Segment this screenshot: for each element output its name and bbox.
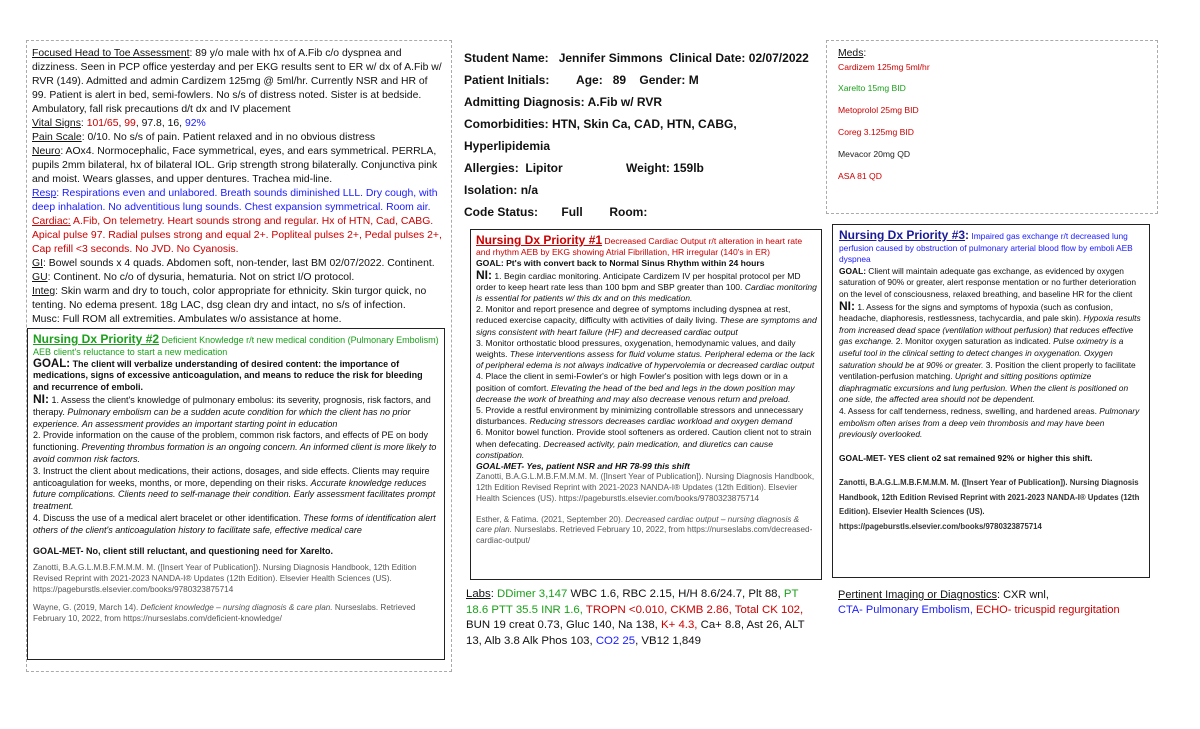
dx1-ni1-rationale: Cardiac monitoring is essential for patients w/ this dx and on this medication.: [476, 281, 817, 304]
dx1-ni2-rationale: These are symptoms and signs consistent with heart failure (HF) and decreased cardiac output: [476, 315, 817, 337]
meds-label: Meds: [838, 48, 864, 59]
dx2-goal-label: GOAL:: [33, 357, 71, 370]
student-label: Student Name:: [464, 51, 549, 65]
lab-ddimer: DDimer 3,147: [497, 588, 568, 600]
comorb-row: [464, 113, 824, 157]
age-value: 89: [612, 73, 627, 87]
imaging-label: Pertinent Imaging or Diagnostics: [838, 589, 997, 601]
med-item: Mevacor 20mg QD: [838, 148, 911, 159]
focused-label: Focused Head to Toe Assessment: [32, 48, 190, 59]
neuro-label: Neuro: [32, 146, 61, 157]
gu-label: GU: [32, 272, 48, 283]
code-label: Code Status:: [464, 205, 539, 219]
gi-label: GI: [32, 258, 43, 269]
dx1-ni2: 2. Monitor and report presence and degree of symptoms including dyspnea at rest, reduced exercise capacity, difficulty with activities of daily living.: [476, 304, 791, 326]
neuro-text: : AOx4. Normocephalic, Face symmetrical, eyes, and ears symmetrical. PERRLA, pupils 2mm bilateral, hx of bilateral IOL. Grip strength strong bilaterally. Conjunctiva pink and moist. Wears glasses, and upper dentures. Trachea mid-line.: [32, 146, 438, 185]
clinical-label: Clinical Date:: [669, 51, 746, 65]
dx2-ni3-rationale: Accurate knowledge reduces future complications. Clients need to self-manage their condition. Early assessment facilitates prompt treatment.: [33, 477, 436, 512]
dx2-ref1: Zanotti, B.A.G.L.M.B.F.M.M.M. M. ([Insert Year of Publication]). Nursing Diagnosis Handbook, 12th Edition Revised Reprint with 2021-2023 NANDA-I® Updates (12th Edition). Elsevier Health Sciences (US). https://pageburstls.elsevier.com/books/9780323875714: [33, 563, 417, 594]
patient-header: [464, 47, 824, 223]
lab-cbc: WBC 1.6, RBC 2.15, H/H 8.6/24.7, Plt 88,: [567, 588, 781, 600]
dx3-ni1-rationale: Hypoxia results from increased dead space (ventilation without perfusion) that reduces effective gas exchange.: [839, 313, 1141, 347]
gender-value: M: [688, 73, 699, 87]
dx2-ref2: [33, 603, 439, 625]
dx3-ni2: 2. Monitor oxygen saturation as indicated.: [893, 336, 1054, 347]
age-label: Age:: [576, 73, 603, 87]
med-item: Coreg 3.125mg BID: [838, 126, 914, 137]
dx2-ni2: 2. Provide information on the cause of the problem, common risk factors, and effects of PE on body functioning.: [33, 430, 429, 453]
dx3-goal-label: GOAL:: [839, 265, 866, 276]
initials-label: Patient Initials:: [464, 73, 550, 87]
room-label: Room:: [609, 205, 648, 219]
dx2-ref2-a: Wayne, G. (2019, March 14).: [33, 602, 141, 612]
lab-k: K+ 4.3,: [657, 619, 698, 632]
dx2-ni4-rationale: These forms of identification alert others of the client's anticoagulation history to facilitate safe, effective medical care: [33, 512, 436, 535]
dx3-ref: Zanotti, B.A.G.L.M.B.F.M.M.M. M. ([Insert Year of Publication]). Nursing Diagnosis Handbook, 12th Edition Revised Reprint with 2021-2023 NANDA-I® Updates (12th Edition). Elsevier Health Sciences (US). https://pageburstls.elsevier.com/books/9780323875714: [839, 478, 1140, 531]
dx2-content: [33, 334, 439, 624]
dx1-ni5: 5. Provide a restful environment by minimizing controllable stressors and unnecessary disturbances.: [476, 405, 804, 427]
vitals-hr: 99: [124, 118, 136, 129]
weight-value: 159lb: [673, 161, 704, 175]
dx1-goal-text: Pt's with convert back to Normal Sinus Rhythm within 24 hours: [503, 258, 765, 269]
code-row: [464, 201, 824, 223]
dx3-ni4-rationale: Pulmonary embolism often arises from a deep vein thrombosis and may have been previously overlooked.: [839, 405, 1140, 440]
dx3-title: Nursing Dx Priority #3: [839, 228, 966, 242]
vitals-bp: 101/65: [86, 118, 119, 129]
dx1-goal-label: GOAL:: [476, 258, 504, 269]
dx3-ni4: 4. Assess for calf tenderness, redness, swelling, and hardened areas.: [839, 405, 1100, 416]
dx1-ni6-rationale: Decreased activity, pain medication, and diuretics can cause constipation.: [476, 438, 773, 460]
gi-text: : Bowel sounds x 4 quads. Abdomen soft, non-tender, last BM 02/07/2022. Continent.: [42, 258, 435, 269]
dx3-subtitle: Impaired gas exchange r/t decreased lung perfusion caused by obstruction of pulmonary arterial blood flow by emboli AEB dyspnea: [839, 231, 1133, 265]
student-row: [464, 47, 824, 69]
dx2-ni1: 1. Assess the client's knowledge of pulmonary embolus: its severity, prognosis, risk factors, and therapy.: [33, 394, 431, 417]
med-item: Xarelto 15mg BID: [838, 83, 906, 94]
dx3-content: [839, 230, 1143, 534]
dx2-ni1-rationale: Pulmonary embolism can be a sudden acute condition for which the client has no prior experience. An assessment provides an important starting point in education: [33, 406, 411, 429]
resp-label: Resp: [32, 188, 57, 199]
cardiac-label: Cardiac:: [32, 216, 71, 227]
dx2-ni3: 3. Instruct the client about medications, their actions, dosages, and side effects. Clients may require anticoagulation for weeks, months, or more, depending on their risks.: [33, 465, 430, 488]
dx1-subtitle: Decreased Cardiac Output r/t alteration in heart rate and rhythm AEB by EKG showing Atrial Fibrillation, HR irregular (140's in ER): [476, 236, 803, 258]
allergies-value: Lipitor: [525, 161, 563, 175]
dx3-goal-text: Client will maintain adequate gas exchange, as evidenced by oxygen saturation of 90% or greater, alert response mentation or no further deterioration on the level of consciousness, relaxed breathing, and baseline HR for the client: [839, 265, 1137, 299]
admit-row: [464, 91, 824, 113]
dx2-title: Nursing Dx Priority #2: [33, 332, 160, 346]
dx1-title: Nursing Dx Priority #1: [476, 233, 603, 247]
comorb-label: Comorbidities:: [464, 117, 549, 131]
initials-row: [464, 69, 824, 91]
resp-text: : Respirations even and unlabored. Breath sounds diminished LLL. Dry cough, with deep inhalation. No adventitious lung sounds. Chest expansion symmetrical. Room air.: [32, 188, 438, 213]
dx3-box: [832, 224, 1150, 578]
dx2-box: [27, 328, 445, 660]
comorb-value: HTN, Skin Ca, CAD, HTN, CABG, Hyperlipidemia: [464, 117, 737, 153]
meds-panel: Meds: Cardizem 125mg 5ml/hr Xarelto 15mg BID Metoprolol 25mg BID Coreg 3.125mg BID Mevacor 20mg QD ASA 81 QD: [838, 47, 1148, 187]
dx1-ni3: 3. Monitor orthostatic blood pressures, oxygenation, hemodynamic values, and daily weights.: [476, 337, 796, 360]
vitals-rest: 97.8, 16,: [141, 118, 183, 129]
student-name: Jennifer Simmons: [558, 51, 663, 65]
integ-text: : Skin warm and dry to touch, color appropriate for ethnicity. Skin turgor quick, no tenting. No edema present. 18g LAC, dsg clean dry and intact, no s/s of infection.: [32, 286, 427, 311]
pain-label: Pain Scale: [32, 132, 82, 143]
med-item: Cardizem 125mg 5ml/hr: [838, 61, 930, 72]
dx2-ni4: 4. Discuss the use of a medical alert bracelet or other identification.: [33, 512, 304, 523]
lab-cardiac: TROPN <0.010, CKMB 2.86, Total CK 102,: [582, 603, 804, 616]
lab-ptt: PTT 35.5 INR 1.6,: [491, 603, 583, 616]
dx1-ni4-rationale: Elevating the head of the bed and legs in the down position may decrease the work of breathing and may also decrease venous return and preload.: [476, 382, 795, 404]
labs-label: Labs: [466, 588, 491, 600]
dx3-ni1: 1. Assess for the signs and symptoms of hypoxia (such as confusion, headache, diaphoresis, restlessness, tachycardia, and pale skin).: [839, 301, 1113, 324]
dx3-goal-met: GOAL-MET- YES client o2 sat remained 92% or higher this shift.: [839, 452, 1093, 463]
lab-pt: PT 18.6: [466, 588, 799, 616]
med-item: ASA 81 QD: [838, 170, 882, 181]
dx1-ref2-a: Esther, & Fatima. (2021, September 20).: [476, 514, 626, 524]
dx2-subtitle: Deficient Knowledge r/t new medical condition (Pulmonary Embolism) AEB client's reluctance to start a new medication: [33, 335, 439, 357]
dx2-ref2-i: Deficient knowledge – nursing diagnosis & care plan.: [140, 602, 333, 612]
dx2-goal-text: The client will verbalize understanding of desired content: the importance of medications, signs of excessive anticoagulation, and means to reduce the risk for bleeding and recurrence of emboli.: [33, 358, 423, 393]
dx1-ni5-rationale: Reducing stressors decreases cardiac workload and oxygen demand: [529, 416, 793, 427]
imaging-cta: CTA- Pulmonary Embolism,: [838, 604, 973, 616]
lab-chem2: Ca+ 8.8, Ast 26, ALT 13, Alb 3.8 Alk Phos 103,: [466, 619, 805, 647]
dx1-box: [470, 229, 822, 580]
labs-panel: Labs: DDimer 3,147 WBC 1.6, RBC 2.15, H/H 8.6/24.7, Plt 88, PT 18.6 PTT 35.5 INR 1.6, TROPN <0.010, CKMB 2.86, Total CK 102, BUN 19 creat 0.73, Gluc 140, Na 138, K+ 4.3, Ca+ 8.8, Ast 26, ALT 13, Alb 3.8 Alk Phos 103, CO2 25, VB12 1,849: [466, 588, 805, 647]
assessment-text: Focused Head to Toe Assessment: 89 y/o male with hx of A.Fib c/o dyspnea and dizziness. Seen in PCP office yesterday and per EKG results sent to ER w/ dx of A.Fib w/ RVR (149). Admitted and admin Cardizem 125mg @ 5ml/hr. Currently NSR and HR of 99. Patient is alert in bed, semi-fowlers. No s/s of distress noted. Sister is at bedside. Ambulatory, fall risk precautions d/t dx and IV placement Vital Signs: 101/65, 99, 97.8, 16, 92% Pain Scale: 0/10. No s/s of pain. Patient relaxed and in no obvious distress Neuro: AOx4. Normocephalic, Face symmetrical, eyes, and ears symmetrical. PERRLA, pupils 2mm bilateral, hx of bilateral IOL. Grip strength strong bilaterally. Conjunctiva pink and moist. Wears glasses, and upper dentures. Trachea mid-line. Resp: Respirations even and unlabored. Breath sounds diminished LLL. Dry cough, with deep inhalation. No adventitious lung sounds. Chest expansion symmetrical. Room air. Cardiac: A.Fib, On telemetry. Heart sounds strong and regular. Hx of HTN, Cad, CABG. Apical pulse 97. Radial pulses strong and equal 2+. Popliteal pulses 2+, Pedal pulses 2+, Cap refill <3 seconds. No JVD. No Cyanosis. GI: Bowel sounds x 4 quads. Abdomen soft, non-tender, last BM 02/07/2022. Continent. GU: Continent. No c/o of dysuria, hematuria. Not on strict I/O protocol. Integ: Skin warm and dry to touch, color appropriate for ethnicity. Skin turgor quick, no tenting. No edema present. 18g LAC, dsg clean dry and intact, no s/s of infection. Musc: Full ROM all extremities. Ambulates w/o assistance at home.: [32, 48, 442, 325]
gu-text: : Continent. No c/o of dysuria, hematuria. Not on strict I/O protocol.: [47, 272, 355, 283]
lab-b12: , VB12 1,849: [635, 634, 701, 647]
isolation-value: n/a: [520, 183, 539, 197]
dx1-goal-met: GOAL-MET- Yes, patient NSR and HR 78-99 this shift: [476, 461, 690, 472]
cardiac-text: A.Fib, On telemetry. Heart sounds strong and regular. Hx of HTN, Cad, CABG. Apical pulse 97. Radial pulses strong and equal 2+. Popliteal pulses 2+, Pedal pulses 2+, Cap refill <3 seconds. No JVD. No Cyanosis.: [32, 216, 442, 255]
dx1-ni6: 6. Monitor bowel function. Provide stool softeners as ordered. Caution client not to strain when defecating.: [476, 427, 812, 449]
isolation-row: [464, 179, 824, 201]
dx3-ni-label: NI:: [839, 298, 855, 313]
imaging-echo: ECHO- tricuspid regurgitation: [972, 604, 1120, 616]
lab-chem: BUN 19 creat 0.73, Gluc 140, Na 138,: [466, 619, 658, 632]
dx1-ref1: Zanotti, B.A.G.L.M.B.F.M.M.M. M. ([Insert Year of Publication]). Nursing Diagnosis Handbook, 12th Edition Revised Reprint with 2021-2023 NANDA-I® Updates (12th Edition). Elsevier Health Sciences (US). https://pageburstls.elsevier.com/books/9780323875714: [476, 472, 815, 503]
dx2-goal-met: GOAL-MET- No, client still reluctant, and questioning need for Xarelto.: [33, 545, 334, 556]
med-item: Metoprolol 25mg BID: [838, 105, 919, 116]
pain-text: : 0/10. No s/s of pain. Patient relaxed and in no obvious distress: [81, 132, 376, 143]
clinical-date: 02/07/2022: [748, 51, 809, 65]
imaging-panel: [838, 588, 1154, 618]
admit-label: Admitting Diagnosis:: [464, 95, 585, 109]
imaging-cxr: : CXR wnl,: [996, 589, 1049, 601]
dx1-content: [476, 235, 817, 547]
admit-value: A.Fib w/ RVR: [587, 95, 663, 109]
dx3-title-colon: :: [965, 228, 970, 242]
allergies-label: Allergies:: [464, 161, 519, 175]
vitals-label: Vital Signs: [32, 118, 81, 129]
dx1-ni1: 1. Begin cardiac monitoring. Anticipate Cardizem IV per hospital protocol per MD order to keep heart rate less than 100 bpm and SBP greater than 100.: [476, 270, 801, 292]
meds-list: [838, 57, 1148, 188]
lab-co2: CO2 25: [592, 634, 636, 647]
dx3-ni3: 3. Position the client properly to facilitate ventilation-perfusion matching.: [839, 359, 1136, 382]
weight-label: Weight:: [626, 161, 670, 175]
dx2-ni2-rationale: Preventing thrombus formation is an ongoing concern. An informed client is more likely to avoid common risk factors.: [33, 442, 437, 464]
dx1-ref2-b: Nurseslabs. Retrieved February 10, 2022, from https://nurseslabs.com/decreased-cardiac-output/: [476, 525, 813, 546]
vitals-o2: 92%: [184, 118, 206, 129]
dx2-ni-label: NI:: [33, 391, 49, 406]
dx1-ni3-rationale: These interventions assess for fluid volume status. Peripheral edema or the lack of peripheral edema is not always indicative of hypervolemia or decreased cardiac output: [476, 349, 815, 371]
focused-text: : 89 y/o male with hx of A.Fib c/o dyspnea and dizziness. Seen in PCP office yesterday and per EKG results sent to ER w/ dx of A.Fib w/ RVR (149). Admitted and admin Cardizem 125mg @ 5ml/hr. Currently NSR and HR of 99. Patient is alert in bed, semi-fowlers. No s/s of distress noted. Sister is at bedside. Ambulatory, fall risk precautions d/t dx and IV placement: [32, 48, 442, 115]
dx2-ref2-b: Nurseslabs. Retrieved February 10, 2022, from https://nurseslabs.com/deficient-knowledge/: [33, 602, 416, 623]
allergies-row: [464, 157, 824, 179]
gender-label: Gender:: [639, 73, 686, 87]
code-value: Full: [561, 205, 583, 219]
isolation-label: Isolation:: [464, 183, 518, 197]
dx1-ni-label: NI:: [476, 267, 492, 282]
dx1-ni4: 4. Place the client in semi-Fowler's or high Fowler's position with legs down or in a position of comfort.: [476, 371, 788, 393]
integ-label: Integ: [32, 286, 56, 297]
dx3-ni3-rationale: Upright and sitting positions optimize diaphragmatic excursions and lung perfusion. When the client is positioned on one side, the affected area should not be dependent.: [839, 371, 1129, 405]
dx3-ni2-rationale: Pulse oximetry is a useful tool in the clinical setting to detect changes in oxygenation. Oxygen saturation should be at 90% or greater.: [839, 336, 1124, 370]
musc-text: Musc: Full ROM all extremities. Ambulates w/o assistance at home.: [32, 314, 342, 325]
dx1-ref2: [476, 515, 817, 547]
dx1-ref2-i: Decreased cardiac output – nursing diagnosis & care plan.: [476, 514, 800, 535]
